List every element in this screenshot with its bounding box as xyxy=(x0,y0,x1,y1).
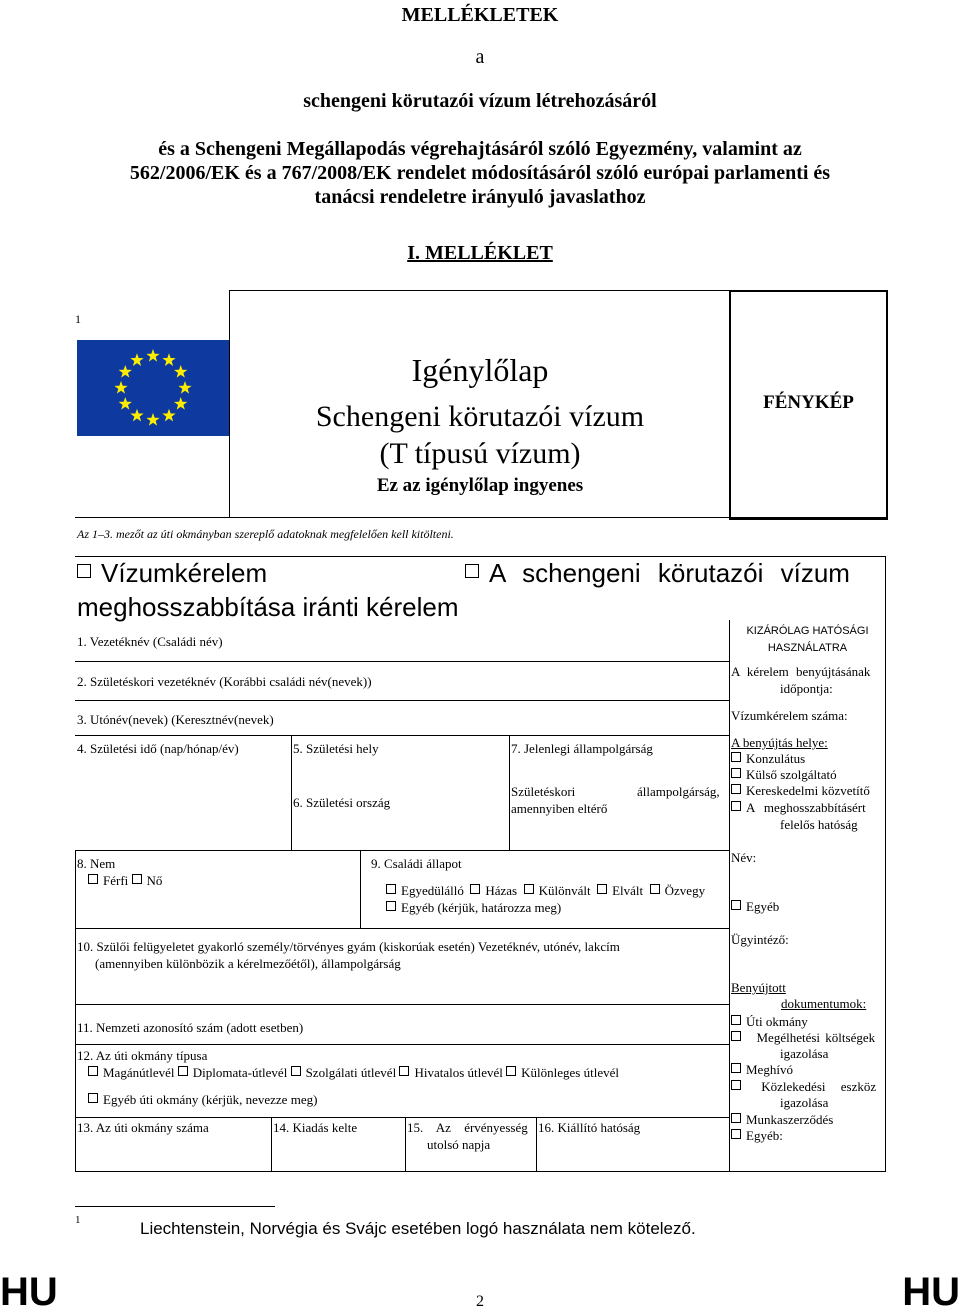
rule xyxy=(405,1117,406,1172)
field-date-of-birth[interactable]: 4. Születési idő (nap/hónap/év) xyxy=(77,741,239,756)
official-name: Név: xyxy=(731,850,757,865)
rule xyxy=(229,290,230,518)
checkbox[interactable] xyxy=(77,564,91,578)
rule xyxy=(75,1044,729,1045)
rule xyxy=(291,735,292,850)
checkbox-service-passport[interactable] xyxy=(291,1066,301,1076)
official-application-number: Vízumkérelem száma: xyxy=(731,708,848,723)
checkbox[interactable] xyxy=(731,1063,741,1073)
field-sex: 8. Nem xyxy=(77,856,116,871)
rule xyxy=(75,735,729,736)
footnote-separator xyxy=(75,1206,275,1207)
field-national-id[interactable]: 11. Nemzeti azonosító szám (adott esetben) xyxy=(77,1020,304,1035)
official-extension-authority[interactable]: A meghosszabbításért xyxy=(731,800,866,816)
field-nationality-birth-1[interactable]: Születéskori xyxy=(511,784,576,799)
header-line-1: és a Schengeni Megállapodás végrehajtásáról szóló Egyezmény, valamint az xyxy=(158,138,802,160)
checkbox[interactable] xyxy=(731,752,741,762)
official-provider[interactable]: Külső szolgáltató xyxy=(731,767,837,783)
field-document-type: 12. Az úti okmány típusa xyxy=(77,1048,208,1063)
checkbox-divorced[interactable] xyxy=(597,884,607,894)
doc-transport[interactable]: Közlekedési eszköz xyxy=(731,1079,876,1095)
official-extension-authority-2: felelős hatóság xyxy=(780,817,858,832)
doc-transport-2: igazolása xyxy=(780,1095,829,1110)
civil-status-other[interactable]: Egyéb (kérjük, határozza meg) xyxy=(386,900,561,916)
doc-means[interactable]: Megélhetési költségek xyxy=(731,1030,875,1046)
document-type-options[interactable]: Magánútlevél Diplomata-útlevél Szolgálati útlevél Hivatalos útlevél Különleges útlevél xyxy=(88,1065,619,1081)
footnote-reference: 1 xyxy=(75,312,81,326)
official-heading-2: HASZNÁLATRA xyxy=(767,642,848,654)
footnote-number: 1 xyxy=(75,1214,81,1226)
application-type-extension-line2: meghosszabbítása iránti kérelem xyxy=(77,592,459,622)
rule xyxy=(729,620,730,1172)
application-type-visa[interactable]: Vízumkérelem xyxy=(77,558,267,589)
checkbox-married[interactable] xyxy=(470,884,480,894)
field-guardian-line1[interactable]: 10. Szülői felügyeletet gyakorló személy/törvényes gyám (kiskorúak esetén) Vezetéknév, utónév, lakcím xyxy=(77,939,620,954)
header-a: a xyxy=(475,46,485,68)
field-surname[interactable]: 1. Vezetéknév (Családi név) xyxy=(77,634,223,649)
form-free-note: Ez az igénylőlap ingyenes xyxy=(376,475,584,496)
field-valid-until-1[interactable]: 15. Az érvényesség xyxy=(407,1120,528,1135)
rule xyxy=(75,1171,886,1172)
field-guardian-line2: (amennyiben különbözik a kérelmezőétől), állampolgárság xyxy=(95,956,401,971)
checkbox-special-passport[interactable] xyxy=(506,1066,516,1076)
checkbox[interactable] xyxy=(731,768,741,778)
field-nationality[interactable]: 7. Jelenlegi állampolgárság xyxy=(511,741,653,756)
doc-contract[interactable]: Munkaszerződés xyxy=(731,1112,833,1128)
header-line-3: tanácsi rendeletre irányuló javaslathoz xyxy=(314,186,646,208)
rule xyxy=(75,556,886,557)
official-handler: Ügyintéző: xyxy=(731,932,789,947)
checkbox-ordinary-passport[interactable] xyxy=(88,1066,98,1076)
checkbox-female[interactable] xyxy=(132,874,142,884)
rule xyxy=(271,1117,272,1172)
rule xyxy=(75,700,729,701)
photo-box[interactable] xyxy=(729,290,888,520)
official-other[interactable]: Egyéb xyxy=(731,899,779,915)
checkbox[interactable] xyxy=(465,564,479,578)
header-subtitle: schengeni körutazói vízum létrehozásáról xyxy=(303,90,657,112)
rule xyxy=(75,1004,729,1005)
checkbox[interactable] xyxy=(731,900,741,910)
rule xyxy=(75,517,886,518)
rule xyxy=(509,735,510,850)
rule xyxy=(75,928,729,929)
field-document-number[interactable]: 13. Az úti okmány száma xyxy=(77,1120,209,1135)
form-subtitle-1: Schengeni körutazói vízum xyxy=(315,400,645,433)
official-lodged-at: A benyújtás helye: xyxy=(731,735,828,750)
checkbox-diplomatic-passport[interactable] xyxy=(178,1066,188,1076)
rule xyxy=(885,556,886,1172)
photo-label: FÉNYKÉP xyxy=(763,392,854,413)
official-documents-1: Benyújtott xyxy=(731,980,786,995)
checkbox-other[interactable] xyxy=(386,901,396,911)
rule xyxy=(75,850,729,851)
rule xyxy=(536,1117,537,1172)
rule xyxy=(360,850,361,928)
official-consulate[interactable]: Konzulátus xyxy=(731,751,805,767)
doc-invitation[interactable]: Meghívó xyxy=(731,1062,793,1078)
form-title: Igénylőlap xyxy=(411,352,549,388)
checkbox-single[interactable] xyxy=(386,884,396,894)
footnote-text: Liechtenstein, Norvégia és Svájc esetében logó használata nem kötelező. xyxy=(140,1219,696,1238)
language-code-left: HU xyxy=(0,1270,58,1314)
checkbox[interactable] xyxy=(731,784,741,794)
rule xyxy=(75,661,729,662)
rule xyxy=(75,850,76,1172)
annex-title: I. MELLÉKLET xyxy=(407,242,553,264)
document-type-other[interactable]: Egyéb úti okmány (kérjük, nevezze meg) xyxy=(88,1092,317,1108)
checkbox[interactable] xyxy=(731,1113,741,1123)
checkbox[interactable] xyxy=(731,1015,741,1025)
field-nationality-birth-3: amennyiben eltérő xyxy=(511,801,608,816)
language-code-right: HU xyxy=(902,1270,960,1314)
rule xyxy=(229,290,729,291)
checkbox-separated[interactable] xyxy=(524,884,534,894)
header-line-2: 562/2006/EK és a 767/2008/EK rendelet módosításáról szóló európai parlamenti és xyxy=(129,162,831,184)
field-first-names[interactable]: 3. Utónév(nevek) (Keresztnév(nevek) xyxy=(77,712,274,727)
field-issued-by[interactable]: 16. Kiállító hatóság xyxy=(538,1120,641,1135)
rule xyxy=(75,1117,729,1118)
field-country-of-birth[interactable]: 6. Születési ország xyxy=(293,795,391,810)
field-date-of-issue[interactable]: 14. Kiadás kelte xyxy=(273,1120,358,1135)
application-type-extension[interactable]: A schengeni körutazói vízum xyxy=(465,558,850,589)
doc-means-2: igazolása xyxy=(780,1046,829,1061)
sex-options[interactable]: Férfi Nő xyxy=(88,873,162,889)
checkbox-official-passport[interactable] xyxy=(399,1066,409,1076)
page-number: 2 xyxy=(476,1293,484,1310)
doc-travel[interactable]: Úti okmány xyxy=(731,1014,808,1030)
field-civil-status: 9. Családi állapot xyxy=(371,856,462,871)
checkbox[interactable] xyxy=(731,1129,741,1139)
eu-flag xyxy=(77,340,229,436)
checkbox-widow[interactable] xyxy=(650,884,660,894)
official-heading-1: KIZÁRÓLAG HATÓSÁGI xyxy=(746,625,869,637)
doc-other[interactable]: Egyéb: xyxy=(731,1128,783,1144)
form-subtitle-2: (T típusú vízum) xyxy=(379,437,581,470)
checkbox-male[interactable] xyxy=(88,874,98,884)
official-intermediary[interactable]: Kereskedelmi közvetítő xyxy=(731,783,870,799)
civil-status-options[interactable]: Egyedülálló Házas Különvált Elvált Özvegy xyxy=(386,883,705,899)
field-valid-until-2: utolsó napja xyxy=(427,1137,491,1152)
instructions: Az 1–3. mezőt az úti okmányban szereplő adatoknak megfelelően kell kitölteni. xyxy=(77,527,454,541)
checkbox-other-document[interactable] xyxy=(88,1093,98,1103)
field-place-of-birth[interactable]: 5. Születési hely xyxy=(293,741,379,756)
checkbox[interactable] xyxy=(731,1031,741,1041)
document-title: MELLÉKLETEK xyxy=(401,4,559,26)
official-date-1: A kérelem benyújtásának xyxy=(731,664,871,679)
field-surname-at-birth[interactable]: 2. Születéskori vezetéknév (Korábbi családi név(nevek)) xyxy=(77,674,372,689)
checkbox[interactable] xyxy=(731,801,741,811)
official-documents-2: dokumentumok: xyxy=(781,996,867,1011)
field-nationality-birth-2: állampolgárság, xyxy=(637,784,720,799)
official-date-2: időpontja: xyxy=(780,681,833,696)
checkbox[interactable] xyxy=(731,1080,741,1090)
